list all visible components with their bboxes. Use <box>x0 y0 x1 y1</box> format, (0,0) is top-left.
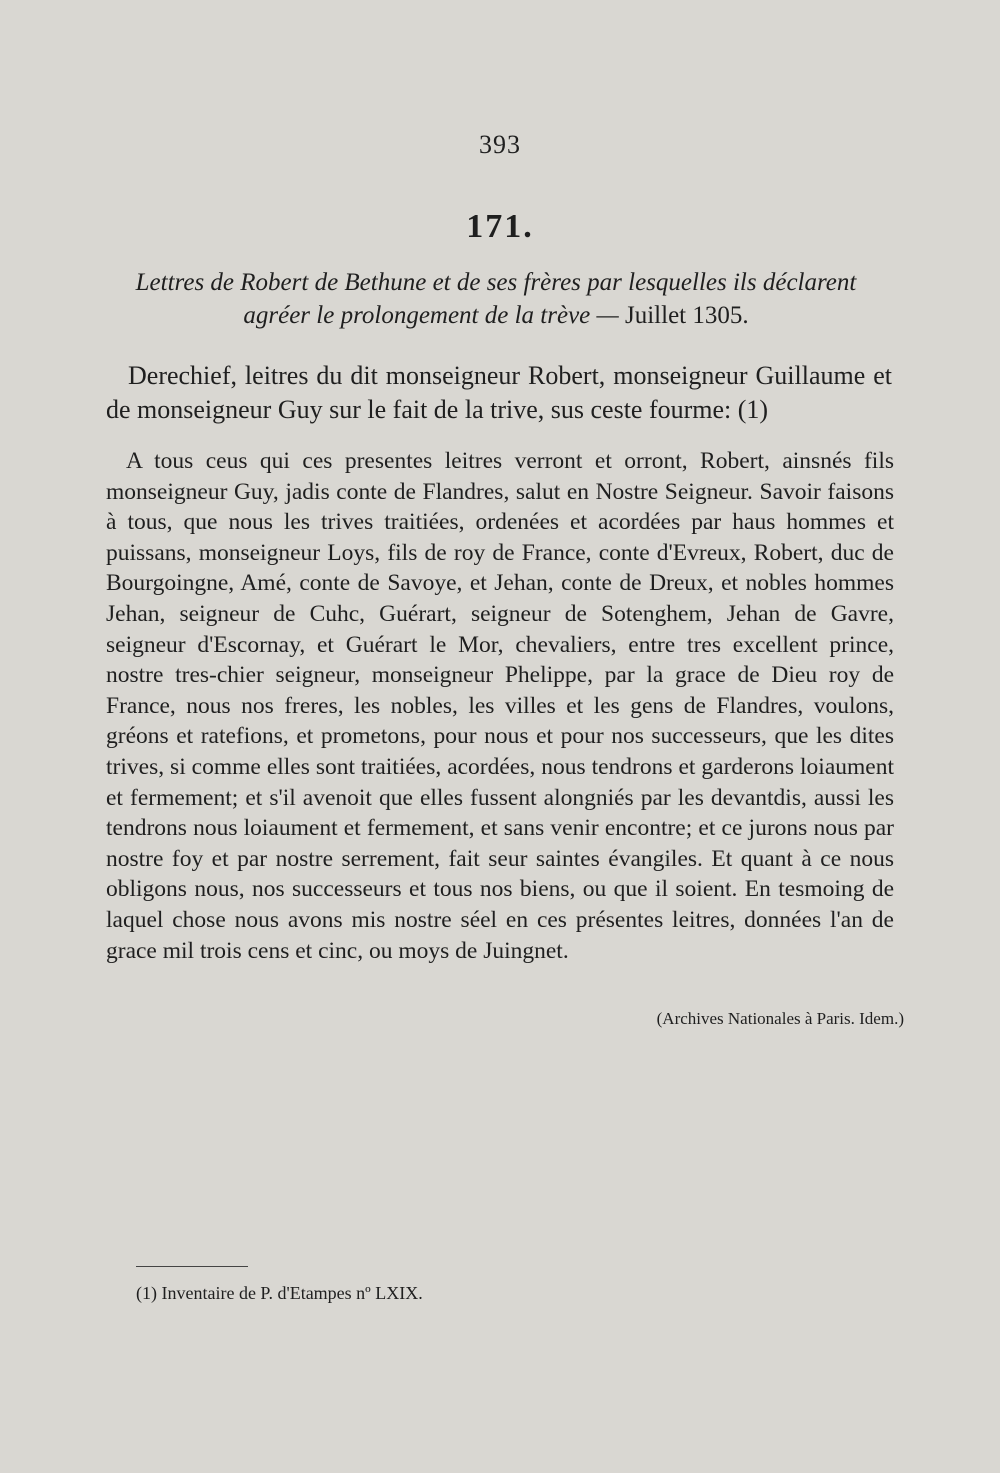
intro-paragraph: Derechief, leitres du dit monseigneur Robert, monseigneur Guillaume et de monseigneur Guy sur le fait de la trive, sus ceste fourme: (1) <box>106 361 892 424</box>
document-number: 171. <box>466 208 534 245</box>
document-heading <box>100 266 892 332</box>
source-citation: (Archives Nationales à Paris. Idem.) <box>656 1009 904 1028</box>
page-number: 393 <box>479 130 521 159</box>
heading-text: Lettres de Robert de Bethune et de ses frères par lesquelles ils déclarent agréer le prolongement de la trève — <box>135 269 857 329</box>
footnote: (1) Inventaire de P. d'Etampes nº LXIX. <box>136 1283 423 1303</box>
footnote-divider <box>136 1266 248 1267</box>
heading-date: Juillet 1305. <box>625 302 749 329</box>
letter-body: A tous ceus qui ces presentes leitres verront et orront, Robert, ainsnés fils monseigneur Guy, jadis conte de Flandres, salut en Nostre Seigneur. Savoir faisons à tous, que nous les trives traitiées, ordenées et acordées par haus hommes et puissans, monseigneur Loys, fils de roy de France, conte d'Evreux, Robert, duc de Bourgoingne, Amé, conte de Savoye, et Jehan, conte de Dreux, et nobles hommes Jehan, seigneur de Cuhc, Guérart, seigneur de Sotenghem, Jehan de Gavre, seigneur d'Escornay, et Guérart le Mor, chevaliers, entre tres excellent prince, nostre tres-chier seigneur, monseigneur Phelippe, par la grace de Dieu roy de France, nous nos freres, les nobles, les villes et les gens de Flandres, voulons, gréons et ratefions, et prometons, pour nous et pour nos successeurs, que les dites trives, si comme elles sont traitiées, acordées, nous tendrons et garderons loiaument et fermement; et s'il avenoit que elles fussent alongniés par les devantdis, aussi les tendrons nous loiaument et fermement, et sans venir encontre; et ce jurons nous par nostre foy et par nostre serrement, fait seur saintes évangiles. Et quant à ce nous obligons nous, nos successeurs et tous nos biens, ou que il soient. En tesmoing de laquel chose nous avons mis nostre séel en ces présentes leitres, données l'an de grace mil trois cens et cinc, ou moys de Juingnet. <box>106 448 894 964</box>
